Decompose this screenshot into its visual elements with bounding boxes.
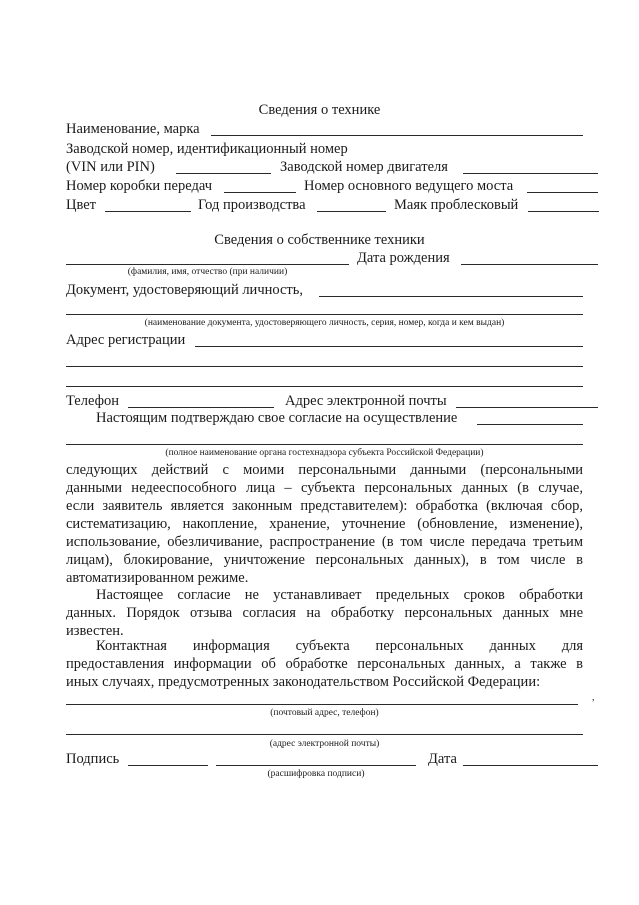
color-label: Цвет: [66, 197, 97, 213]
serial-field[interactable]: [176, 173, 271, 174]
org-field-2[interactable]: [66, 444, 583, 445]
term-line: данных. Порядок отзыва согласия на обработку персональных данных мне: [66, 605, 583, 621]
name-field[interactable]: [211, 135, 583, 136]
phone-label: Телефон: [66, 393, 119, 409]
id-doc-caption: (наименование документа, удостоверяющего личность, серия, номер, когда и кем выдан): [144, 318, 505, 328]
consent-line: систематизацию, накопление, хранение, уточнение (обновление, изменение),: [66, 516, 583, 532]
technics-heading: Сведения о технике: [258, 102, 381, 118]
contact-paragraph: [66, 637, 583, 691]
date-field[interactable]: [463, 765, 598, 766]
email-label: Адрес электронной почты: [285, 393, 447, 409]
contact-line: предоставления информации об обработке персональных данных, а также в: [66, 656, 583, 672]
name-label: Наименование, марка: [66, 121, 200, 137]
postal-caption: (почтовый адрес, телефон): [270, 708, 379, 718]
contact-line: Контактная информация субъекта персональных данных для: [96, 638, 583, 654]
beacon-field[interactable]: [528, 211, 599, 212]
id-doc-field[interactable]: [319, 296, 583, 297]
consent-line: если заявитель является законным представителем): обработка (включая сбор,: [66, 498, 583, 514]
address-label: Адрес регистрации: [66, 332, 186, 348]
address-field-3[interactable]: [66, 386, 583, 387]
term-line: Настоящее согласие не устанавливает предельных сроков обработки: [96, 587, 583, 603]
engine-label: Заводской номер двигателя: [280, 159, 448, 175]
consent-line: данными недееспособного лица – субъекта персональных данных (в случае,: [66, 480, 583, 496]
axle-field[interactable]: [527, 192, 598, 193]
fio-caption: (фамилия, имя, отчество (при наличии): [127, 267, 288, 277]
fio-field[interactable]: [66, 264, 349, 265]
owner-heading: Сведения о собственнике техники: [214, 232, 425, 248]
contact-line: иных случаях, предусмотренных законодательством Российской Федерации:: [66, 674, 541, 690]
year-label: Год производства: [198, 197, 306, 213]
serial-label-line1: Заводской номер, идентификационный номер: [66, 141, 348, 157]
address-field[interactable]: [195, 346, 583, 347]
consent-line: следующих действий с моими персональными данными (персональными: [66, 462, 583, 478]
id-doc-label: Документ, удостоверяющий личность,: [66, 282, 303, 298]
org-field[interactable]: [477, 424, 583, 425]
comma-mark: ,: [592, 692, 595, 703]
gearbox-field[interactable]: [224, 192, 296, 193]
decode-caption: (расшифровка подписи): [267, 769, 365, 779]
consent-actions-paragraph: [66, 461, 583, 587]
term-line: известен.: [66, 623, 124, 639]
engine-field[interactable]: [463, 173, 598, 174]
id-doc-field-2[interactable]: [66, 314, 583, 315]
email-field[interactable]: [456, 407, 598, 408]
postal-field[interactable]: [66, 704, 578, 705]
email-contact-field[interactable]: [66, 734, 583, 735]
decode-field[interactable]: [216, 765, 416, 766]
consent-line: автоматизированном режиме.: [66, 570, 249, 586]
date-label: Дата: [428, 751, 457, 767]
email-contact-caption: (адрес электронной почты): [269, 739, 380, 749]
org-caption: (полное наименование органа гостехнадзора субъекта Российской Федерации): [165, 448, 484, 458]
color-field[interactable]: [105, 211, 191, 212]
phone-field[interactable]: [128, 407, 274, 408]
consent-line: использование, обезличивание, распространение (в том числе передача третьим: [66, 534, 583, 550]
serial-label-line2: (VIN или PIN): [66, 159, 155, 175]
beacon-label: Маяк проблесковый: [394, 197, 519, 213]
sign-label: Подпись: [66, 751, 120, 767]
year-field[interactable]: [317, 211, 386, 212]
gearbox-label: Номер коробки передач: [66, 178, 213, 194]
consent-line: лицам), блокирование, уничтожение персональных данных), в том числе в: [66, 552, 583, 568]
birth-field[interactable]: [461, 264, 598, 265]
sign-field[interactable]: [128, 765, 208, 766]
consent-intro: Настоящим подтверждаю свое согласие на осуществление: [96, 410, 458, 426]
axle-label: Номер основного ведущего моста: [304, 178, 514, 194]
birth-label: Дата рождения: [357, 250, 450, 266]
consent-term-paragraph: [66, 586, 583, 640]
address-field-2[interactable]: [66, 366, 583, 367]
